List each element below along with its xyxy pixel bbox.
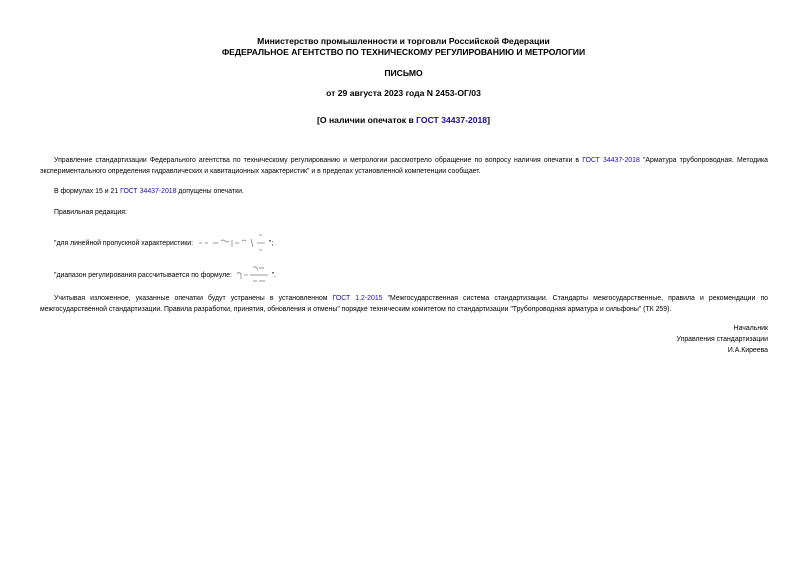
ministry-name: Министерство промышленности и торговли Российской Федерации [257,36,550,46]
paragraph-intro-text-end: "Арматура трубопроводная. Методика экспериментального определения гидравлических и кавитационных характеристик" и в пределах установленной компетенции сообщает. [40,157,768,175]
agency-name: ФЕДЕРАЛЬНОЕ АГЕНТСТВО ПО ТЕХНИЧЕСКОМУ РЕГУЛИРОВАНИЮ И МЕТРОЛОГИИ [221,47,586,57]
paragraph-conclusion-text-end: "Межгосударственная система стандартизации. Стандарты межгосударственные, правила и рекомендации по межгосударственной стандартизации. Правила разработки, принятия, обновления и отмены" порядке техническим комитетом по стандартизации "Трубопроводная арматура и сильфоны" (ТК 259). [40,295,769,313]
gost-34437-link[interactable]: ГОСТ 34437-2018 [582,157,640,164]
signature-department: Управления стандартизации [676,336,768,343]
paragraph-conclusion [40,293,768,315]
gost-1-2-2015-link[interactable]: ГОСТ 1.2-2015 [332,295,383,302]
formula-linear-icon [197,231,267,255]
paragraph-correct-edition: Правильная редакция: [54,209,127,216]
subject-gost-link[interactable]: ГОСТ 34437-2018 [416,115,488,125]
formula-line-range [40,263,768,287]
signature-title: Начальник [733,325,768,332]
document-type: ПИСЬМО [384,68,423,78]
formula-range-icon [236,263,270,287]
document-date-number: от 29 августа 2023 года N 2453-ОГ/03 [326,88,481,98]
document-subject [0,115,807,126]
paragraph-intro-text: Управление стандартизации Федерального агентства по техническому регулированию и метрологии рассмотрело обращение по вопросу наличия опечатки в [54,157,583,164]
paragraph-conclusion-text: Учитывая изложенное, указанные опечатки будут устранены в установленном [54,295,333,302]
formula-linear-end: "; [268,239,274,247]
paragraph-typos [40,186,768,197]
formula-range-image [236,263,270,287]
signature-name: И.А.Киреева [727,347,768,354]
paragraph-typos-text-end: допущены опечатки. [176,188,244,195]
subject-text-open: [О наличии опечаток в [317,115,417,125]
subject-text-close: ] [487,115,490,125]
paragraph-intro [40,155,768,177]
formula-line-linear [40,231,768,255]
gost-34437-link-2[interactable]: ГОСТ 34437-2018 [120,188,177,195]
formula-range-end: ". [271,271,277,279]
formula-linear-image [197,231,267,255]
signature-block [677,323,768,356]
formula-range-caption: "диапазон регулирования рассчитывается по формуле: [54,271,232,279]
paragraph-typos-text: В формулах 15 и 21 [54,188,121,195]
formula-linear-caption: "для линейной пропускной характеристики: [54,239,194,247]
